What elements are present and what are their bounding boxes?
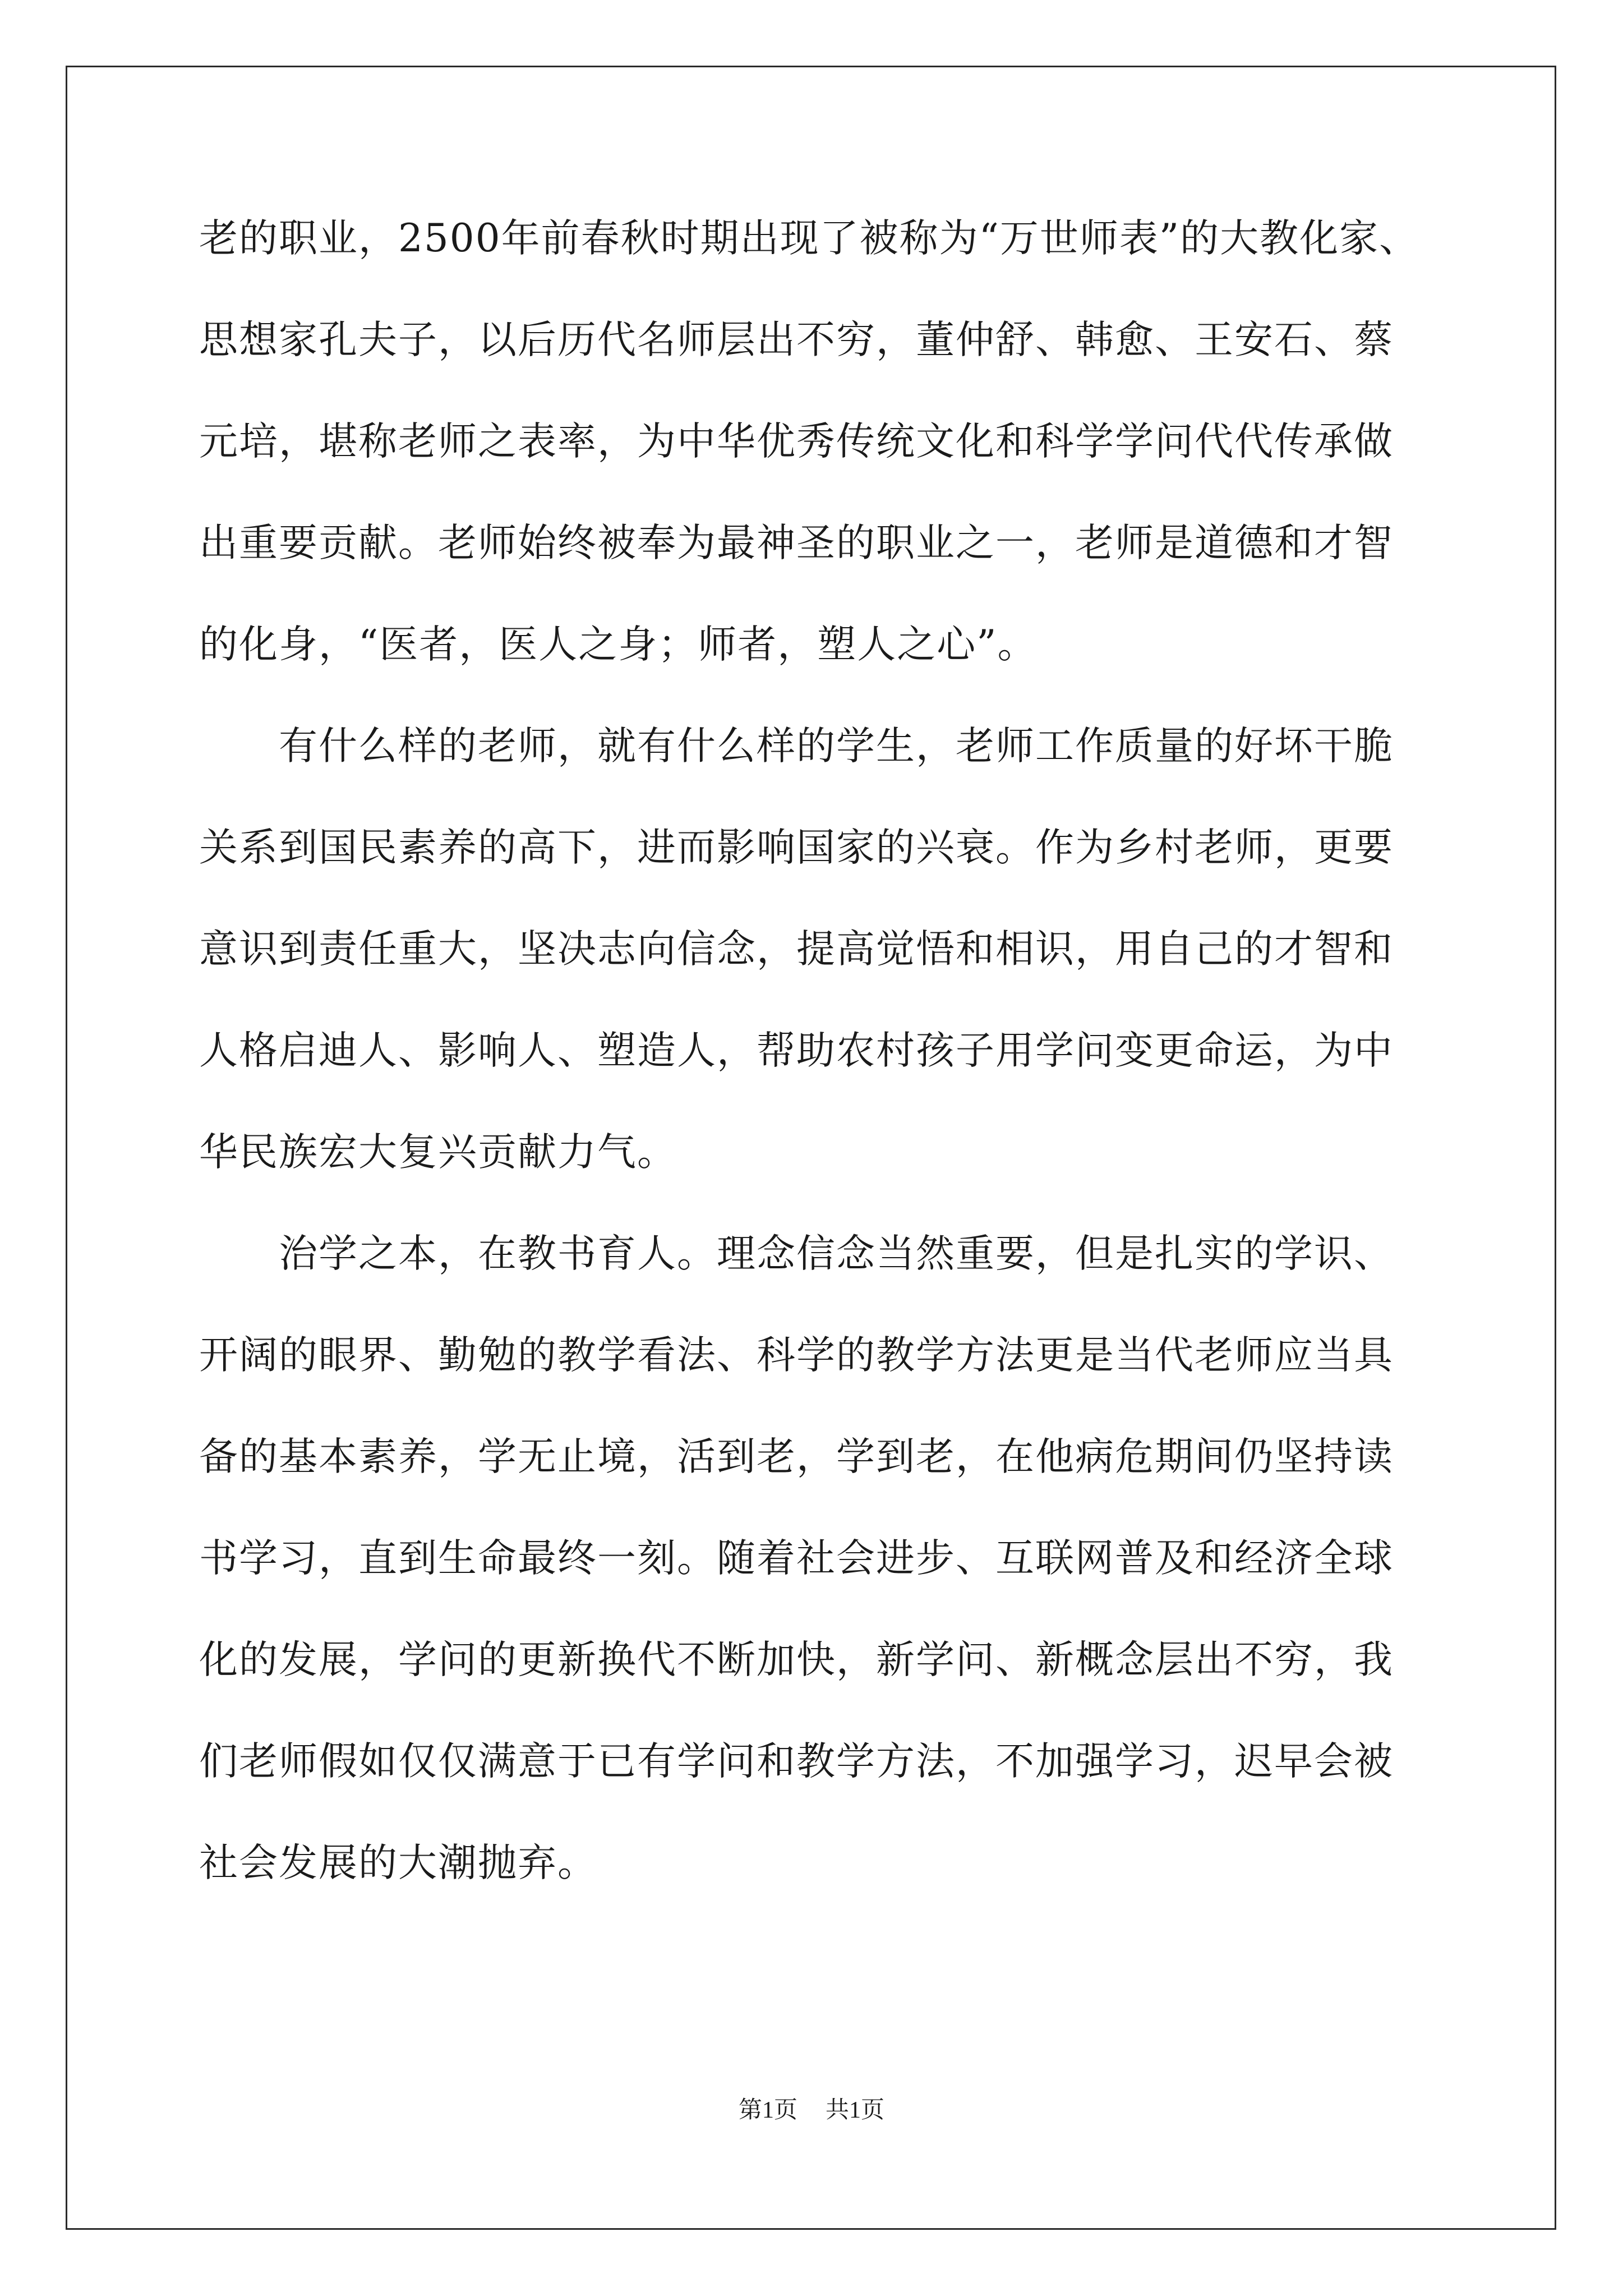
text-line: 思想家孔夫子，以后历代名师层出不穷，董仲舒、韩愈、王安石、蔡 bbox=[199, 318, 1394, 362]
text-line: 华民族宏大复兴贡献力气。 bbox=[199, 1130, 677, 1175]
text-line: 关系到国民素养的高下，进而影响国家的兴衰。作为乡村老师，更要 bbox=[199, 825, 1394, 870]
text-line: 们老师假如仅仅满意于已有学问和教学方法，不加强学习，迟早会被 bbox=[199, 1739, 1394, 1784]
text-line: 意识到责任重大，坚决志向信念，提高觉悟和相识，用自己的才智和 bbox=[199, 927, 1394, 972]
text-line: 的化身，“医者，医人之身；师者，塑人之心”。 bbox=[199, 622, 1038, 667]
text-line: 化的发展，学问的更新换代不断加快，新学问、新概念层出不穷，我 bbox=[199, 1637, 1394, 1682]
text-line: 老的职业，2500年前春秋时期出现了被称为“万世师表”的大教化家、 bbox=[199, 216, 1419, 261]
text-line: 社会发展的大潮抛弃。 bbox=[199, 1841, 597, 1885]
text-line: 开阔的眼界、勤勉的教学看法、科学的教学方法更是当代老师应当具 bbox=[199, 1333, 1394, 1378]
paragraph-first-line: 治学之本，在教书育人。理念信念当然重要，但是扎实的学识、 bbox=[279, 1231, 1394, 1276]
text-line: 元培，堪称老师之表率，为中华优秀传统文化和科学学问代代传承做 bbox=[199, 419, 1394, 464]
page-number-current: 第1页 bbox=[738, 2097, 797, 2123]
text-line: 备的基本素养，学无止境，活到老，学到老，在他病危期间仍坚持读 bbox=[199, 1434, 1394, 1479]
text-line: 书学习，直到生命最终一刻。随着社会进步、互联网普及和经济全球 bbox=[199, 1536, 1394, 1581]
document-body bbox=[199, 213, 1450, 1939]
page-footer bbox=[0, 2091, 1623, 2125]
page-number-total: 共1页 bbox=[826, 2097, 885, 2123]
text-line: 出重要贡献。老师始终被奉为最神圣的职业之一，老师是道德和才智 bbox=[199, 521, 1394, 565]
paragraph-first-line: 有什么样的老师，就有什么样的学生，老师工作质量的好坏干脆 bbox=[279, 724, 1394, 769]
text-line: 人格启迪人、影响人、塑造人，帮助农村孩子用学问变更命运，为中 bbox=[199, 1028, 1394, 1073]
